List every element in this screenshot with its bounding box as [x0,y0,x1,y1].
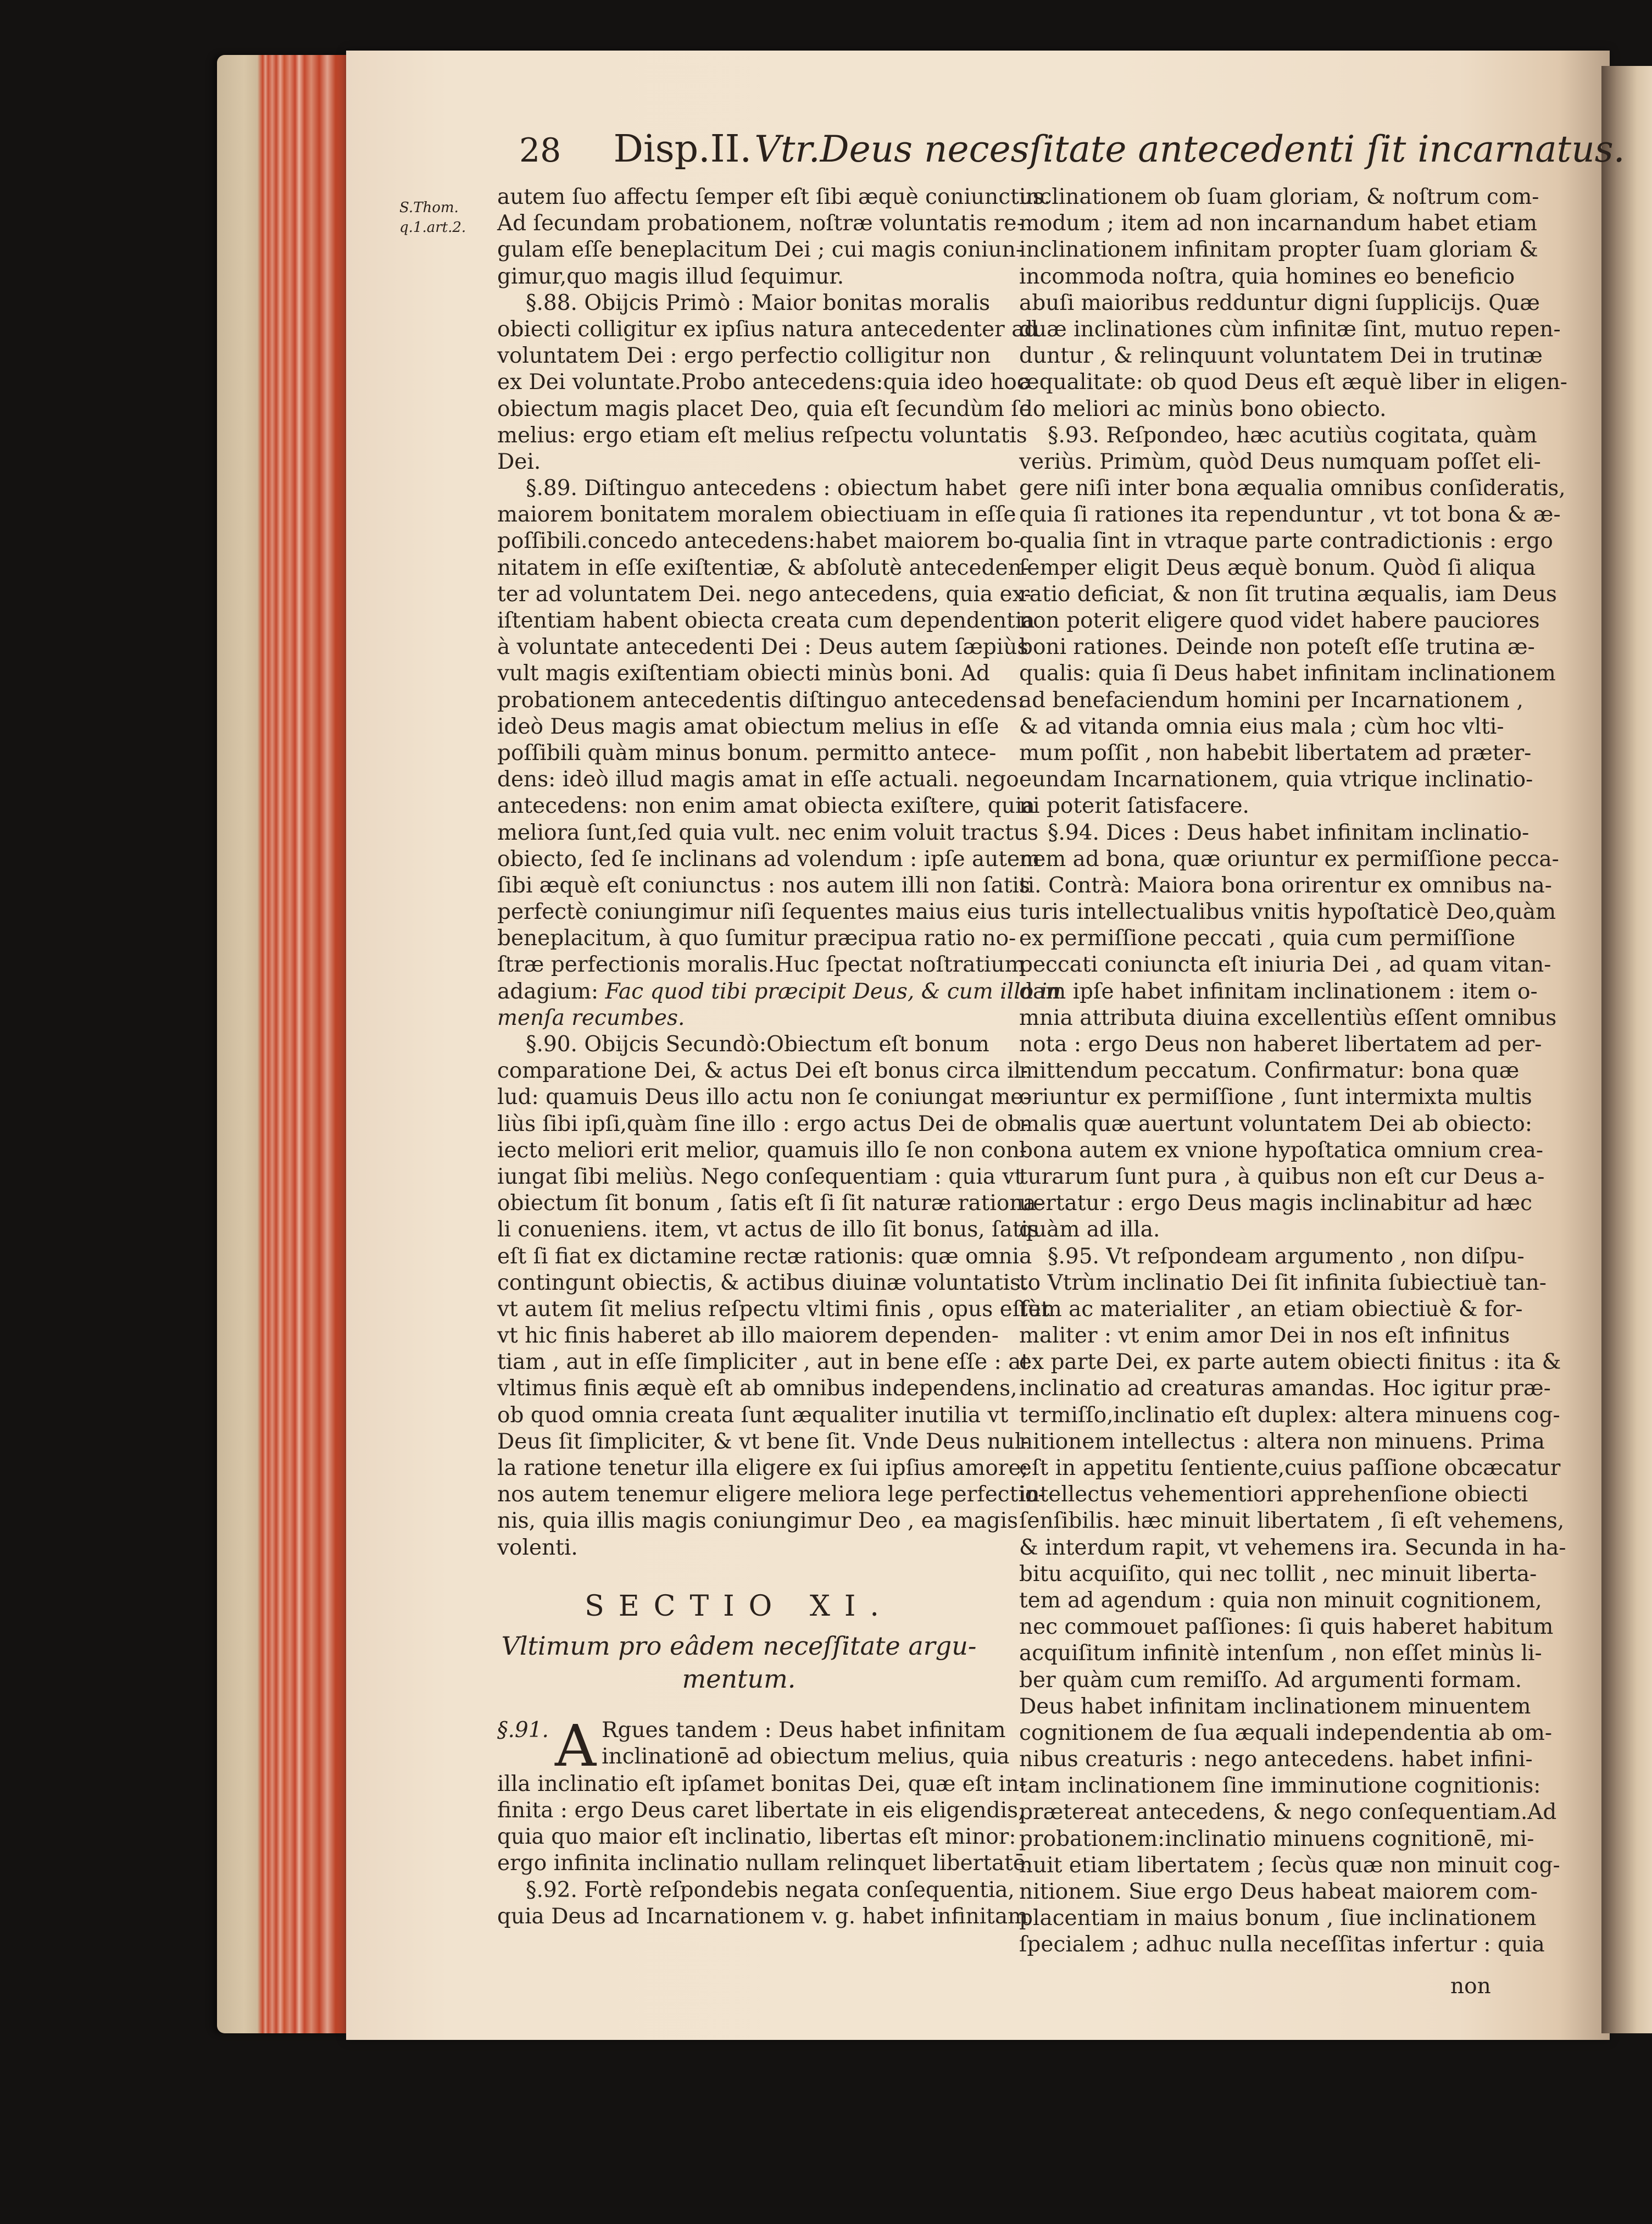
catchword: non [1450,1974,1491,1999]
text-line: malis quæ auertunt voluntatem Dei ab obiecto: [1019,1111,1533,1136]
paragraph-93 [1019,423,1566,820]
text-line: ſenſibilis. hæc minuit libertatem , ſi eſt vehemens, [1019,1508,1565,1534]
text-line: vult magis exiſtentiam obiecti minùs boni. Ad [497,661,990,686]
text-line: quia quo maior eſt inclinatio, libertas eſt minor: [497,1824,1016,1850]
text-line: ex permiſſione peccati , quia cum permiſſione [1019,926,1516,951]
text-line: nem ad bona, quæ oriuntur ex permiſſione pecca- [1019,846,1559,872]
text-line: comparatione Dei, & actus Dei eſt bonus circa il- [497,1058,1028,1084]
text-line: Deus ſit ſimpliciter, & vt bene ſit. Vnde Deus nul- [497,1429,1029,1454]
text-line: beneplacitum, à quo ſumitur præcipua ratio no- [497,926,1016,951]
text-line: la ratione tenetur illa eligere ex ſui ipſius amore; [497,1456,1028,1480]
text-line: bitu acquiſito, qui nec tollit , nec minuit liberta- [1019,1561,1537,1587]
paragraph-94 [1019,820,1559,1244]
text-line: to Vtrùm inclinatio Dei ſit infinita ſubiectiuè tan- [1019,1270,1547,1295]
text-line: quàm ad illa. [1019,1217,1160,1243]
text-line: tiam , aut in eſſe ſimpliciter , aut in bene eſſe : at [497,1350,1030,1375]
text-line: obiectum ſit bonum , ſatis eſt ſi ſit naturæ rationa- [497,1191,1043,1216]
text-line: ex Dei voluntate.Probo antecedens:quia ideo hoc [497,370,1029,395]
text-line: §.95. Vt reſpondeam argumento , non diſpu- [1048,1244,1525,1269]
text-line: §.92. Fortè reſpondebis negata conſequentia, [526,1877,1015,1903]
text-line: §.90. Obijcis Secundò:Obiectum eſt bonum [526,1032,989,1057]
margin-note-line: S.Thom. [399,199,459,216]
paragraph-number: §.91. [497,1717,549,1743]
text-line: nota : ergo Deus non haberet libertatem ad per- [1019,1032,1542,1057]
running-title: Vtr.Deus necesſitate antecedenti ſit incarnatus. [754,128,1625,170]
text-line: tùm ac materialiter , an etiam obiectiuè & for- [1019,1296,1523,1322]
paragraph-89 [497,475,1061,1031]
text-line: nos autem tenemur eligere meliora lege perfectio- [497,1482,1045,1507]
text-line: antecedens: non enim amat obiecta exiſtere, quia [497,794,1035,819]
text-line: à voluntate antecedenti Dei : Deus autem ſæpiùs [497,635,1028,660]
text-line: ter ad voluntatem Dei. nego antecedens, quia ex- [497,581,1032,607]
text-line: maliter : vt enim amor Dei in nos eſt infinitus [1019,1323,1510,1349]
text-line: dens: ideò illud magis amat in eſſe actuali. nego [497,767,1019,792]
text-line: finita : ergo Deus caret libertate in eis eligendis, [497,1798,1025,1823]
text-line: li conueniens. item, vt actus de illo ſit bonus, ſatis [497,1217,1039,1243]
text-line: turis intellectualibus vnitis hypoſtaticè Deo,quàm [1019,900,1556,925]
text-line: nec commouet paſſiones: ſi quis haberet habitum [1019,1615,1554,1640]
text-line: ſibi æquè eſt coniunctus : nos autem illi non ſatis [497,873,1031,898]
text-line: ber quàm cum remiſſo. Ad argumenti formam. [1019,1667,1522,1693]
paragraph-92 [497,1877,1028,1930]
section-subtitle-line: mentum. [682,1663,796,1694]
paragraph-90 [497,1031,1050,1561]
disputation-label: Disp.II. [613,127,752,171]
text-line: liùs ſibi ipſi,quàm ſine illo : ergo actus Dei de ob- [497,1111,1029,1136]
text-line: adagium: Fac quod tibi præcipit Deus, & cum illo in [497,979,1061,1004]
text-line: modum ; item ad non incarnandum habet etiam [1019,211,1538,236]
text-line: tem ad agendum : quia non minuit cognitionem, [1019,1588,1542,1613]
right-column [1019,184,1567,1959]
text-line: inclinatio ad creaturas amandas. Hoc igitur præ- [1019,1376,1551,1401]
text-line: & ad vitanda omnia eius mala ; cùm hoc vlti- [1019,714,1504,739]
section-heading: SECTIO XI. [585,1589,893,1623]
text-line: contingunt obiectis, & actibus diuinæ voluntatis. [497,1270,1028,1295]
text-line: ti. Contrà: Maiora bona orirentur ex omnibus na- [1019,873,1552,898]
text-line: peccati coniuncta eſt iniuria Dei , ad quam vitan- [1019,952,1551,978]
text-line: acquiſitum infinitè intenſum , non eſſet minùs li- [1019,1641,1542,1666]
text-line: probationem antecedentis diſtinguo antecedens: [497,687,1025,713]
text-line: vltimus finis æquè eſt ab omnibus independens, [497,1376,1017,1401]
text-line: cognitionem de ſua æquali independentia ab om- [1019,1720,1553,1745]
text-line: incommoda noſtra, quia homines eo beneficio [1019,264,1515,289]
text-line: illa inclinatio eſt ipſamet bonitas Dei, quæ eſt in- [497,1771,1027,1796]
text-line: turarum ſunt pura , à quibus non eſt cur Deus a- [1019,1164,1545,1189]
text-line: ſtræ perfectionis moralis.Huc ſpectat noſtratium [497,952,1025,978]
facing-page-edge [1601,66,1652,2033]
text-line: termiſſo,inclinatio eſt duplex: altera minuens cog- [1019,1402,1560,1428]
paragraph-91 [497,1712,1033,1877]
text-line: Deus habet infinitam inclinationem minuentem [1019,1694,1531,1719]
text-line: qualis: quia ſi Deus habet infinitam inclinationem [1019,661,1556,686]
text-line: meliora ſunt,ſed quia vult. nec enim voluit tractus [497,820,1039,845]
text-line: iecto meliori erit melior, quamuis illo ſe non con- [497,1138,1027,1163]
text-line: mnia attributa diuina excellentiùs eſſent omnibus [1019,1005,1557,1030]
text-line: do meliori ac minùs bono obiecto. [1019,396,1387,421]
text-line: nitionem. Siue ergo Deus habeat maiorem com- [1019,1879,1538,1904]
text-line: gimur,quo magis illud ſequimur. [497,264,844,289]
text-line: perfectè coniungimur niſi ſequentes maius eius [497,900,1011,925]
page-number: 28 [519,131,561,170]
text-line: intellectus vehementiori apprehenſione obiecti [1019,1482,1528,1507]
text-line: veriùs. Primùm, quòd Deus numquam poſſet eli- [1019,449,1541,474]
text-line: inclinationem ob ſuam gloriam, & noſtrum com- [1019,185,1539,209]
text-line: ex parte Dei, ex parte autem obiecti finitus : ita & [1019,1350,1561,1375]
text-line: eſt in appetitu ſentiente,cuius paſſione obcæcatur [1019,1456,1561,1480]
text-line: obiectum magis placet Deo, quia eſt ſecundùm ſe [497,396,1032,421]
text-line: probationem:inclinatio minuens cognitionē, mi- [1019,1826,1534,1851]
text-line: ergo infinita inclinatio nullam relinquet libertatē. [497,1851,1033,1876]
text-line: duæ inclinationes cùm infinitæ ſint, mutuo repen- [1019,317,1561,342]
text-line: menſa recumbes. [497,1005,685,1030]
text-line: §.88. Obijcis Primò : Maior bonitas moralis [526,290,991,315]
text-line: gere niſi inter bona æqualia omnibus conſideratis, [1019,476,1566,501]
text-line: gulam eſſe beneplacitum Dei ; cui magis coniun- [497,237,1024,263]
text-line: maiorem bonitatem moralem obiectiuam in eſſe [497,502,1016,528]
text-line: poſſibili.concedo antecedens:habet maiorem bo- [497,529,1021,554]
text-line: nitatem in eſſe exiſtentiæ, & abſolutè anteceden- [497,555,1029,580]
text-line: placentiam in maius bonum , ſiue inclinationem [1019,1906,1537,1931]
text-line: dam ipſe habet infinitam inclinationem : item o- [1019,979,1538,1004]
text-line: qualia ſint in vtraque parte contradictionis : ergo [1019,529,1553,554]
text-line: Ad ſecundam probationem, noſtræ voluntatis re- [497,211,1024,236]
text-line: mittendum peccatum. Confirmatur: bona quæ [1019,1058,1520,1084]
margin-note-line: q.1.art.2. [399,219,466,236]
text-line: ſpecialem ; adhuc nulla neceſſitas infertur : quia [1019,1932,1545,1957]
text-line: nis, quia illis magis coniungimur Deo , ea magis [497,1508,1019,1534]
text-line: §.93. Reſpondeo, hæc acutiùs cogitata, quàm [1048,423,1537,448]
text-line: eundam Incarnationem, quia vtrique inclinatio- [1019,767,1533,792]
right-continuation [1019,184,1567,423]
text-line: lud: quamuis Deus illo actu non ſe coniungat me- [497,1085,1031,1110]
text-line: volenti. [497,1535,578,1560]
text-line: nuit etiam libertatem ; ſecùs quæ non minuit cog- [1019,1853,1560,1878]
text-line: æqualitate: ob quod Deus eſt æquè liber in eligen- [1019,370,1567,395]
text-line: bona autem ex vnione hypoſtatica omnium crea- [1019,1138,1544,1163]
text-line: obiecti colligitur ex ipſius natura antecedenter ad [497,317,1038,342]
text-line: poſſibili quàm minus bonum. permitto antece- [497,740,997,766]
left-column [497,184,1061,1930]
text-line: ob quod omnia creata ſunt æqualiter inutilia vt [497,1402,1009,1428]
text-line: §.89. Diſtinguo antecedens : obiectum habet [526,476,1006,501]
text-line: quia Deus ad Incarnationem v. g. habet infinitam [497,1904,1028,1929]
text-line: tam inclinationem ſine imminutione cognitionis: [1019,1773,1541,1799]
text-line: inclinationē ad obiectum melius, quia [602,1744,1010,1769]
text-line: uertatur : ergo Deus magis inclinabitur ad hæc [1019,1191,1532,1216]
running-head [519,127,1625,177]
text-line: ſemper eligit Deus æquè bonum. Quòd ſi aliqua [1019,555,1536,580]
text-line: inclinationem infinitam propter ſuam gloriam & [1019,237,1538,263]
text-line: autem ſuo affectu ſemper eſt ſibi æquè coniunctus. [497,185,1051,209]
text-line: vt hic finis haberet ab illo maiorem dependen- [497,1323,999,1349]
paragraph-95 [1019,1244,1566,1959]
page-edges [217,55,352,2033]
text-line: Rgues tandem : Deus habet infinitam [602,1717,1006,1743]
text-line: mum poſſit , non habebit libertatem ad præter- [1019,740,1532,766]
text-line: ad benefaciendum homini per Incarnationem , [1019,687,1523,713]
text-line: non poterit eligere quod videt habere pauciores [1019,608,1540,633]
text-line: oriuntur ex permiſſione , ſunt intermixta multis [1019,1085,1532,1110]
text-line: obiecto, ſed ſe inclinans ad volendum : ipſe autem [497,846,1041,872]
text-line: melius: ergo etiam eſt melius reſpectu voluntatis [497,423,1027,448]
text-line: voluntatem Dei : ergo perfectio colligitur non [497,343,991,369]
text-line: quia ſi rationes ita rependuntur , vt tot bona & æ- [1019,502,1561,528]
text-line: eſt ſi fiat ex dictamine rectæ rationis: quæ omnia [497,1244,1032,1269]
paragraph-88 [497,290,1038,475]
text-line: iungat ſibi meliùs. Nego conſequentiam : quia vt [497,1164,1024,1189]
text-line: nibus creaturis : nego antecedens. habet infini- [1019,1747,1533,1772]
text-line: & interdum rapit, vt vehemens ira. Secunda in ha- [1019,1535,1566,1560]
text-line: abuſi maioribus redduntur digni ſupplicijs. Quæ [1019,290,1540,315]
text-line: Dei. [497,449,541,474]
text-line: ni poterit ſatisfacere. [1019,794,1249,819]
text-line: nitionem intellectus : altera non minuens. Prima [1019,1429,1545,1454]
drop-cap: A [555,1712,597,1779]
text-line: prætereat antecedens, & nego conſequentiam.Ad [1019,1800,1557,1825]
text-line: iſtentiam habent obiecta creata cum dependentia [497,608,1035,633]
text-line: ratio deficiat, & non ſit trutina æqualis, iam Deus [1019,581,1557,607]
section-subtitle-line: Vltimum pro eâdem neceſſitate argu- [501,1630,977,1661]
text-line: duntur , & relinquunt voluntatem Dei in trutinæ [1019,343,1543,369]
left-continuation [497,184,1051,290]
text-line: vt autem ſit melius reſpectu vltimi finis , opus eſſet [497,1296,1050,1322]
text-line: boni rationes. Deinde non poteſt eſſe trutina æ- [1019,635,1535,660]
text-line: ideò Deus magis amat obiectum melius in eſſe [497,714,999,739]
text-line: §.94. Dices : Deus habet infinitam inclinatio- [1048,820,1529,845]
margin-note [399,198,496,237]
